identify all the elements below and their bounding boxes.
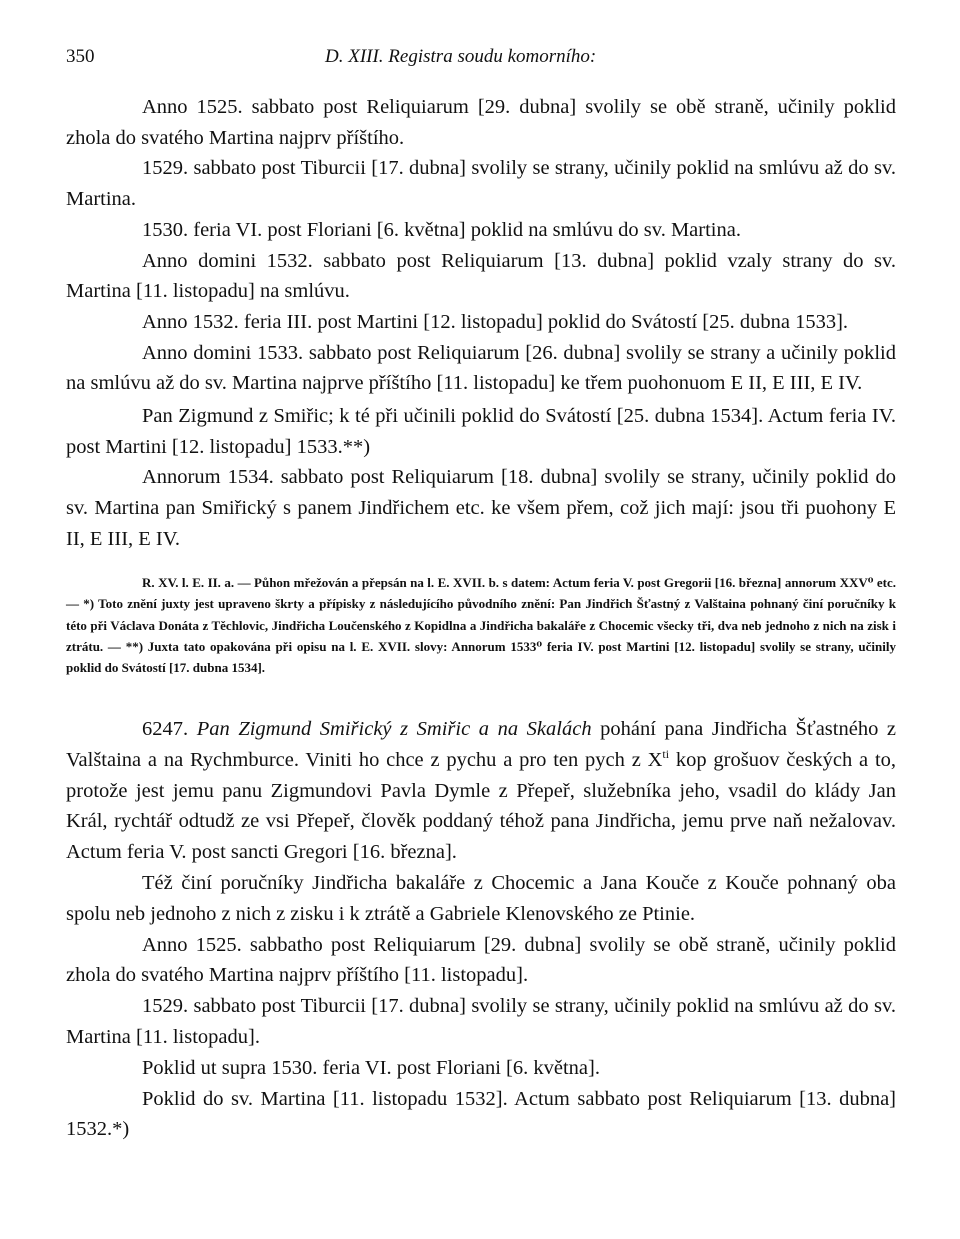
entry-paragraph: Poklid ut supra 1530. feria VI. post Floriani [6. května]. — [142, 1056, 600, 1079]
page-number: 350 — [66, 46, 95, 67]
paragraph: 1530. feria VI. post Floriani [6. května] poklid na smlúvu do sv. Martina. — [142, 218, 741, 241]
superscript: ti — [662, 746, 670, 761]
entry-text: pohání pana Jindřicha Šťastného z Valštaina a na Rychmburce. Viniti ho chce z pychu a pro ten pych z X — [66, 718, 897, 771]
plaintiff-name: Pan Zigmund Smiřický z Smiřic a na Skalách — [196, 718, 592, 740]
running-head — [66, 46, 896, 70]
main-text — [66, 92, 896, 555]
paragraph: Anno 1525. sabbato post Reliquiarum [29. dubna] svolily se obě straně, učinily poklid zhola do svatého Martina najprv příštího. — [66, 96, 896, 149]
entry-text-tail: kop grošuov českých a to, protože jest jemu panu Zigmundovi Pavla Dymle z Přepeř, služebníka jeho, vsadil do klády Jan Král, rychtář odtudž ze vsi Přepeř, člověk poddaný téhož pana Jindřicha, jemu prve naň nežalovav. Actum feria V. post sancti Gregori [16. března]. — [66, 748, 897, 864]
paragraph: Anno 1532. feria III. post Martini [12. listopadu] poklid do Svátostí [25. dubna 1533]. — [142, 310, 849, 333]
entry-paragraph: Poklid do sv. Martina [11. listopadu 1532]. Actum sabbato post Reliquiarum [13. dubna] 1532.*) — [66, 1087, 896, 1141]
footnote-text: R. XV. l. E. II. a. — Půhon mřežován a přepsán na l. E. XVII. b. s datem: Actum feria V. post Gregorii [16. března] annorum XXV⁰ etc. — *) Toto znění juxty jest upraveno škrty a přípisky z následujícího původního znění: Pan Jindřich Šťastný z Valštaina pohnaný činí poručníky k této při Václava Donáta z Těchlovic, Jindřicha Loučenského z Kopidlna a Jindřicha bakaláře z Chocemic všecky tři, dva neb jednoho z nich na zisk i ztrátu. — **) Juxta tato opakována při opisu na l. E. XVII. slovy: Annorum 1533⁰ feria IV. post Martini [12. listopadu] svolily se strany, učinily poklid do Svátostí [17. dubna 1534]. — [66, 575, 896, 676]
paragraph: Anno domini 1533. sabbato post Reliquiarum [26. dubna] svolily se strany a učinily poklid na smlúvu až do sv. Martina najprve příštího [11. listopadu] ke třem puohonuom E II, E III, E IV. — [66, 341, 896, 395]
entry-first-paragraph — [66, 714, 896, 868]
footnotes — [66, 572, 896, 678]
entry-paragraph: 1529. sabbato post Tiburcii [17. dubna] svolily se strany, učinily poklid na smlúvu až do sv. Martina [11. listopadu]. — [66, 995, 896, 1048]
entry-number: 6247. — [142, 718, 189, 740]
entry-paragraph: Anno 1525. sabbatho post Reliquiarum [29. dubna] svolily se obě straně, učinily poklid zhola do svatého Martina najprv příštího [11. listopadu]. — [66, 933, 896, 987]
running-title: D. XIII. Registra soudu komorního: — [325, 46, 597, 67]
entry-paragraph: Též činí poručníky Jindřicha bakaláře z Chocemic a Jana Kouče z Kouče pohnaný oba spolu neb jednoho z nich z zisku i k ztrátě a Gabriele Klenovského ze Ptinie. — [66, 871, 896, 925]
paragraph: 1529. sabbato post Tiburcii [17. dubna] svolily se strany, učinily poklid na smlúvu až do sv. Martina. — [66, 157, 896, 211]
paragraph: Anno domini 1532. sabbato post Reliquiarum [13. dubna] poklid vzaly strany do sv. Martina [11. listopadu] na smlúvu. — [66, 249, 896, 303]
entry-6247 — [66, 714, 896, 1145]
paragraph: Pan Zigmund z Smiřic; k té při učinili poklid do Svátostí [25. dubna 1534]. Actum feria IV. post Martini [12. listopadu] 1533.**) — [66, 405, 896, 458]
paragraph: Annorum 1534. sabbato post Reliquiarum [18. dubna] svolily se strany, učinily poklid do sv. Martina pan Smiřický s panem Jindřichem etc. ke všem přem, což jich mají: jsou tři puohony E II, E III, E IV. — [66, 466, 896, 550]
